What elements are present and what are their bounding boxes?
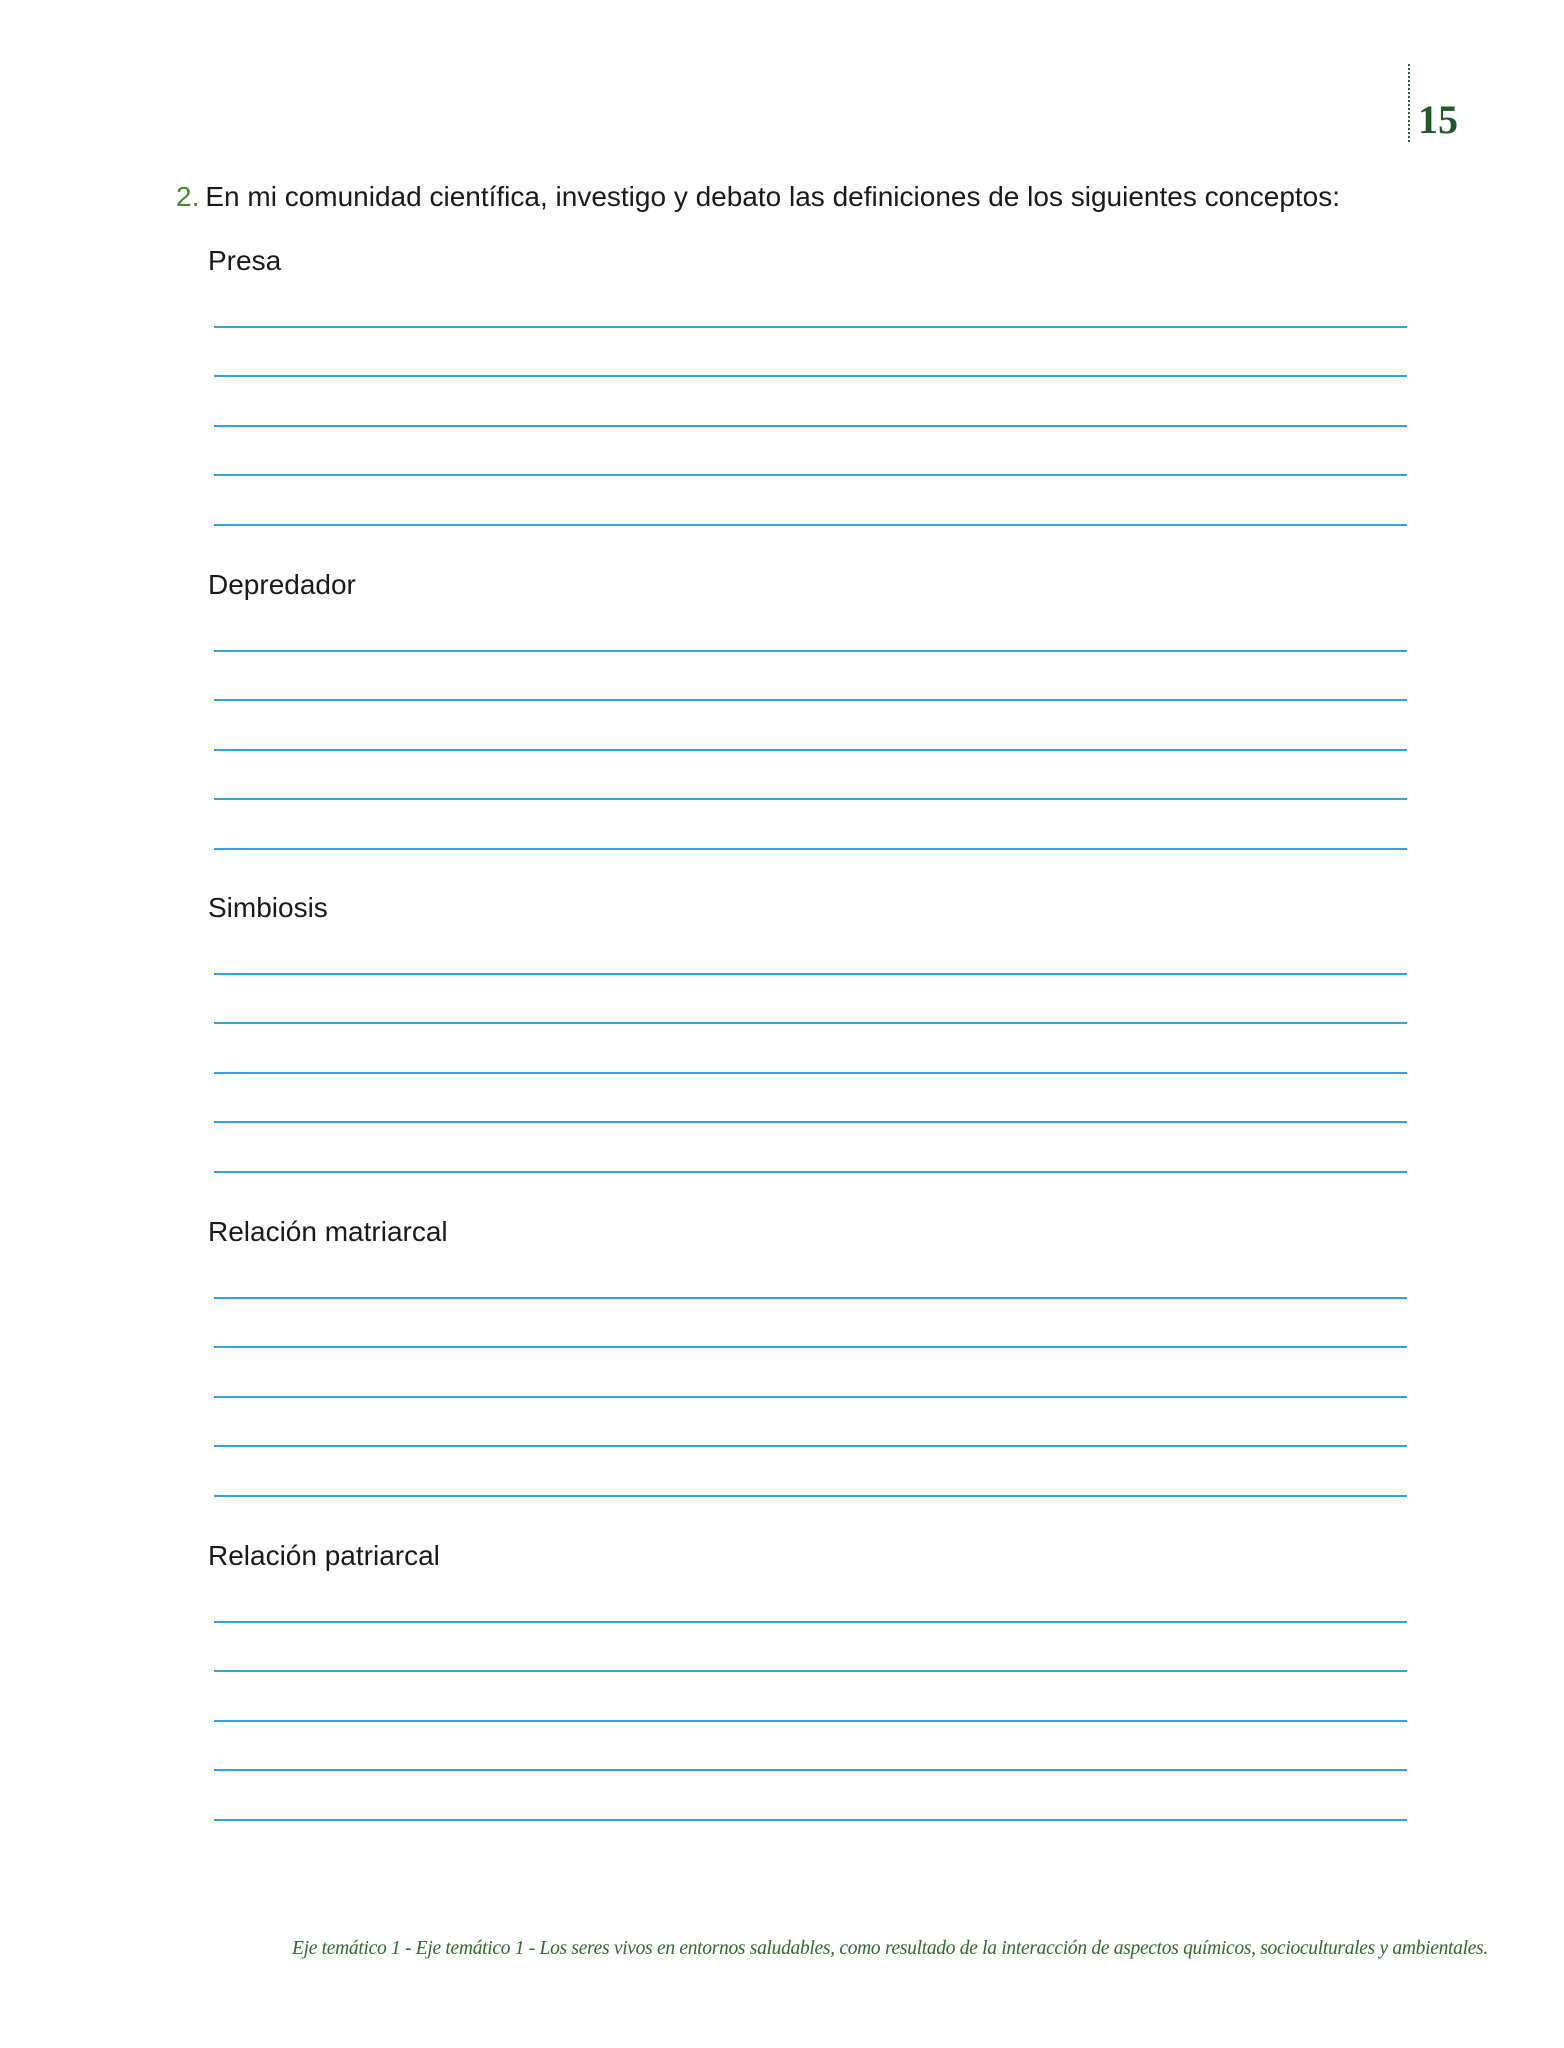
concept-title: Relación patriarcal bbox=[208, 1540, 440, 1571]
answer-line[interactable] bbox=[214, 701, 1407, 751]
question-prompt bbox=[176, 180, 1340, 214]
answer-line[interactable] bbox=[214, 427, 1407, 477]
answer-lines[interactable] bbox=[214, 943, 1407, 1173]
answer-line[interactable] bbox=[214, 652, 1407, 702]
concept-section-presa bbox=[208, 244, 1408, 526]
answer-line[interactable] bbox=[214, 751, 1407, 801]
answer-line[interactable] bbox=[214, 975, 1407, 1025]
answer-line[interactable] bbox=[214, 1024, 1407, 1074]
answer-lines[interactable] bbox=[214, 620, 1407, 850]
answer-line[interactable] bbox=[214, 1447, 1407, 1497]
concept-title: Presa bbox=[208, 245, 282, 276]
page-number: 15 bbox=[1418, 97, 1458, 142]
answer-line[interactable] bbox=[214, 476, 1407, 526]
concept-section-simbiosis bbox=[208, 891, 1408, 1173]
answer-line[interactable] bbox=[214, 1398, 1407, 1448]
answer-line[interactable] bbox=[214, 1623, 1407, 1673]
concept-section-relacion-matriarcal bbox=[208, 1215, 1408, 1497]
answer-line[interactable] bbox=[214, 800, 1407, 850]
concept-title: Relación matriarcal bbox=[208, 1216, 448, 1247]
answer-line[interactable] bbox=[214, 1123, 1407, 1173]
answer-line[interactable] bbox=[214, 1074, 1407, 1124]
concept-title: Simbiosis bbox=[208, 892, 328, 923]
answer-line[interactable] bbox=[214, 296, 1407, 328]
answer-line[interactable] bbox=[214, 1591, 1407, 1623]
answer-line[interactable] bbox=[214, 328, 1407, 378]
answer-line[interactable] bbox=[214, 1348, 1407, 1398]
answer-line[interactable] bbox=[214, 1771, 1407, 1821]
answer-line[interactable] bbox=[214, 377, 1407, 427]
question-text: En mi comunidad científica, investigo y debato las definiciones de los siguientes conceptos: bbox=[205, 181, 1341, 212]
concept-title: Depredador bbox=[208, 569, 356, 600]
answer-line[interactable] bbox=[214, 1267, 1407, 1299]
answer-lines[interactable] bbox=[214, 1267, 1407, 1497]
answer-line[interactable] bbox=[214, 1672, 1407, 1722]
answer-line[interactable] bbox=[214, 943, 1407, 975]
page-footer: Eje temático 1 - Eje temático 1 - Los seres vivos en entornos saludables, como resultado de la interacción de aspectos químicos, socioculturales y ambientales. bbox=[292, 1938, 1488, 1959]
answer-line[interactable] bbox=[214, 1722, 1407, 1772]
answer-lines[interactable] bbox=[214, 296, 1407, 526]
answer-line[interactable] bbox=[214, 620, 1407, 652]
answer-line[interactable] bbox=[214, 1299, 1407, 1349]
concept-section-depredador bbox=[208, 568, 1408, 850]
concept-section-relacion-patriarcal bbox=[208, 1539, 1408, 1821]
question-number: 2. bbox=[176, 181, 200, 212]
answer-lines[interactable] bbox=[214, 1591, 1407, 1821]
page-number-divider bbox=[1408, 64, 1410, 142]
